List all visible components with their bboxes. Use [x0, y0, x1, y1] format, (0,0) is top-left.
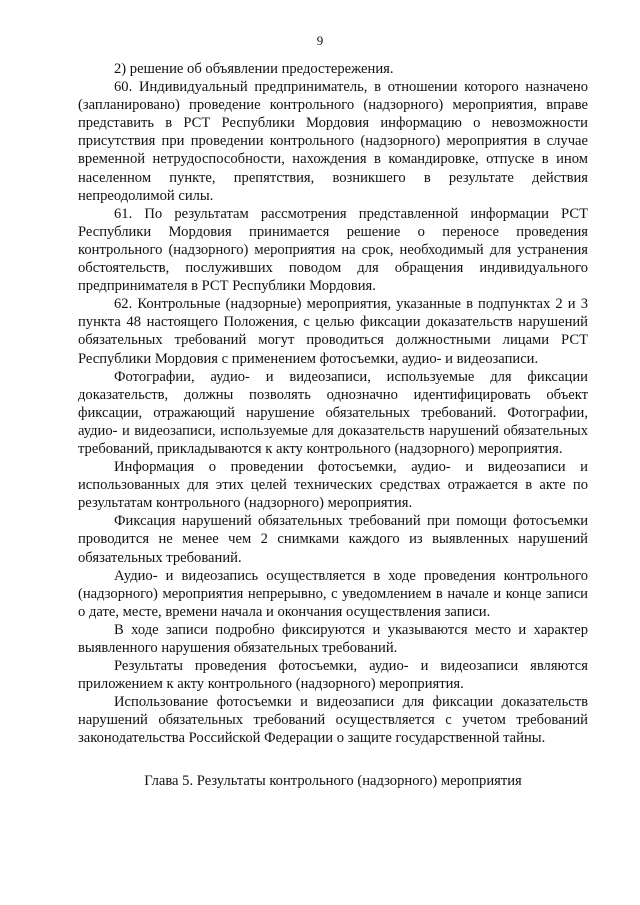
paragraph: Использование фотосъемки и видеозаписи для фиксации доказательств нарушений обязательных требований осуществляется с учетом требований законодательства Российской Федерации о защите государственной тайны.: [78, 694, 588, 747]
paragraph: Информация о проведении фотосъемки, аудио- и видеозаписи и использованных для этих целей технических средствах отражается в акте по результатам контрольного (надзорного) мероприятия.: [78, 459, 588, 512]
paragraph: 60. Индивидуальный предприниматель, в отношении которого назначено (запланировано) проведение контрольного (надзорного) мероприятия, вправе представить в РСТ Республики Мордовия информацию о невозможности присутствия при проведении контрольного (надзорного) мероприятия в случае временной нетрудоспособности, нахождения в командировке, отпуске в ином населенном пункте, препятствия, возникшего в результате действия непреодолимой силы.: [78, 79, 588, 204]
paragraph: Фотографии, аудио- и видеозаписи, используемые для фиксации доказательств, должны позволять однозначно идентифицировать объект фиксации, отражающий нарушение обязательных требований. Фотографии, аудио- и видеозаписи, используемые для доказательств нарушений обязательных требований, прикладываются к акту контрольного (надзорного) мероприятия.: [78, 368, 588, 457]
paragraph: 2) решение об объявлении предостережения.: [114, 61, 394, 77]
paragraph: 61. По результатам рассмотрения представленной информации РСТ Республики Мордовия принимается решение о переносе проведения контрольного (надзорного) мероприятия на срок, необходимый для устранения обстоятельств, послуживших поводом для обращения индивидуального предпринимателя в РСТ Республики Мордовия.: [78, 205, 588, 295]
document-body: [78, 60, 588, 748]
paragraph: Фиксация нарушений обязательных требований при помощи фотосъемки проводится не менее чем 2 снимками каждого из выявленных нарушений обязательных требований.: [78, 513, 588, 566]
paragraph: 62. Контрольные (надзорные) мероприятия, указанные в подпунктах 2 и 3 пункта 48 настоящего Положения, с целью фиксации доказательств нарушений обязательных требований могут проводиться должностными лицами РСТ Республики Мордовия с применением фотосъемки, аудио- и видеозаписи.: [78, 296, 588, 367]
page-number: 9: [316, 33, 324, 48]
chapter-heading: Глава 5. Результаты контрольного (надзорного) мероприятия: [144, 773, 522, 789]
paragraph: Аудио- и видеозапись осуществляется в ходе проведения контрольного (надзорного) мероприятия непрерывно, с уведомлением в начале и конце записи о дате, месте, времени начала и окончания осуществления записи.: [78, 567, 588, 620]
paragraph: В ходе записи подробно фиксируются и указываются место и характер выявленного нарушения обязательных требований.: [78, 621, 588, 656]
paragraph: Результаты проведения фотосъемки, аудио- и видеозаписи являются приложением к акту контрольного (надзорного) мероприятия.: [78, 658, 588, 693]
